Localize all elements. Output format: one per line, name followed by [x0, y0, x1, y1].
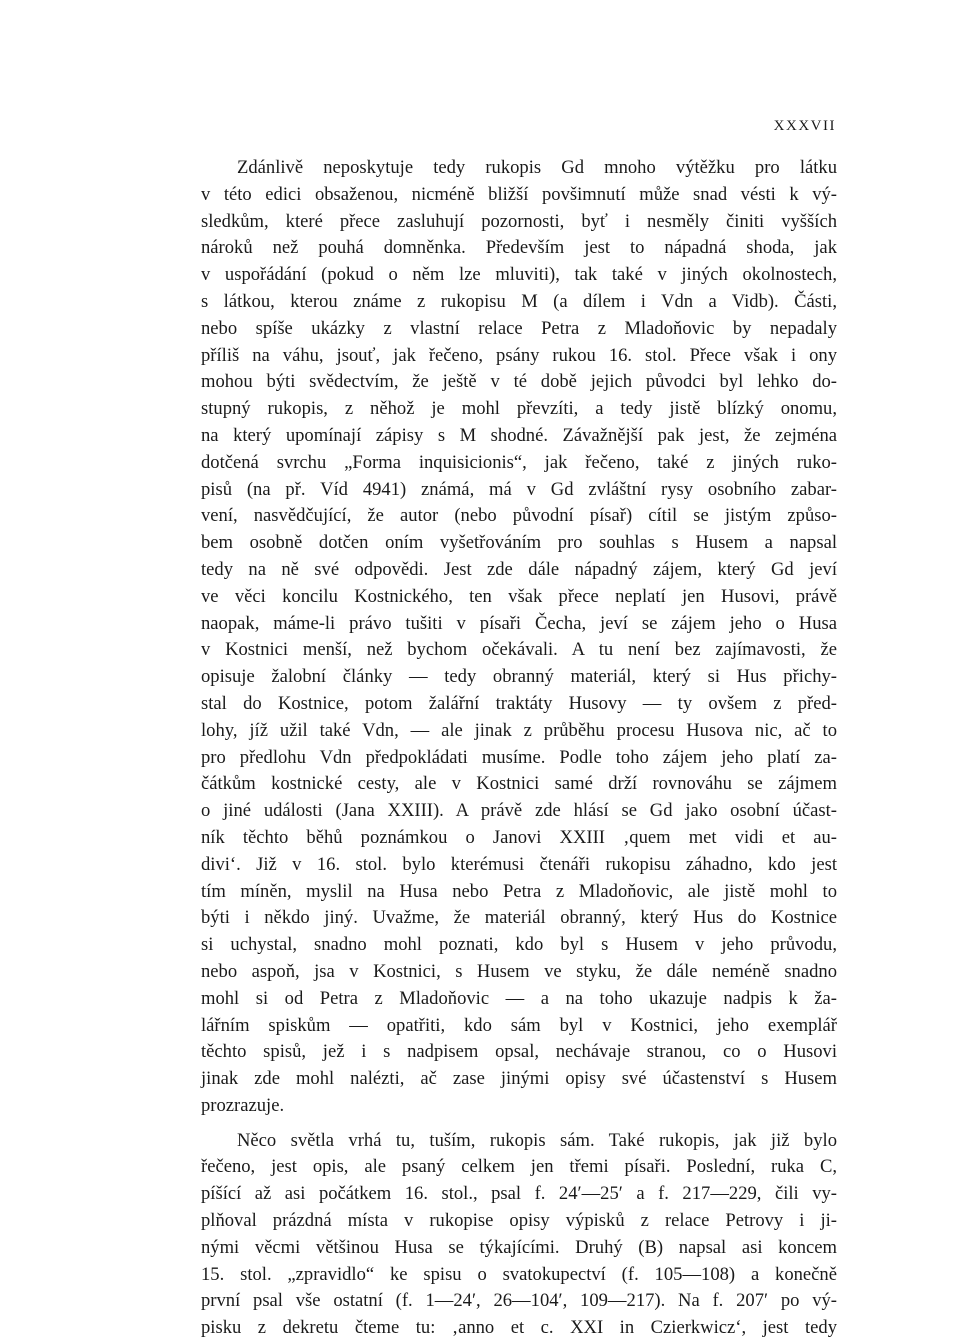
text-line: řečeno, jest opis, ale psaný celkem jen třemi písaři. Poslední, ruka C,	[201, 1156, 837, 1178]
text-line: čátkům kostnické cesty, ale v Kostnici samé drží rovnováhu se zájmem	[201, 773, 837, 795]
text-line: nároků než pouhá domněnka. Především jest to nápadná shoda, jak	[201, 237, 837, 259]
text-line: vení, nasvědčující, že autor (nebo původní písař) cítil se jistým způso-	[201, 505, 837, 527]
text-line: v Kostnici menší, než bychom očekávali. A tu není bez zajímavosti, že	[201, 639, 837, 661]
text-line: naopak, máme-li právo tušiti v písaři Čecha, jeví se zájem jeho o Husa	[201, 612, 837, 634]
text-line: pisku z dekretu čteme tu: ‚anno et c. XXI in Czierkwicz‘, jest tedy	[201, 1317, 837, 1339]
text-line: Něco světla vrhá tu, tuším, rukopis sám. Také rukopis, jak již bylo	[237, 1129, 837, 1151]
body-text	[201, 155, 837, 1342]
text-line: ve věci koncilu Kostnického, ten však přece neplatí jen Husovi, právě	[201, 585, 837, 607]
text-line: jinak zde mohl nalézti, ač zase jinými opisy své účastenství s Husem	[201, 1068, 837, 1090]
text-line: o jiné události (Jana XXIII). A právě zde hlásí se Gd jako osobní účast-	[201, 800, 837, 822]
page-number: XXXVII	[773, 118, 836, 134]
text-line: mohl si od Petra z Mladoňovic — a na toho ukazuje nadpis k ža-	[201, 987, 837, 1009]
text-line: divi‘. Již v 16. stol. bylo kterémusi čtenáři rukopisu záhadno, kdo jest	[201, 853, 837, 875]
text-line: prozrazuje.	[201, 1094, 285, 1116]
text-line: dotčená svrchu „Forma inquisicionis“, jak řečeno, také z jiných ruko-	[201, 451, 837, 473]
paragraph-gap	[201, 1120, 837, 1128]
text-line: těchto spisů, jež i s nadpisem opsal, nechávaje stranou, co o Husovi	[201, 1041, 837, 1063]
text-line: pisů (na př. Víd 4941) známá, má v Gd zvláštní rysy osobního zabar-	[201, 478, 837, 500]
text-line: nebo spíše ukázky z vlastní relace Petra z Mladoňovic by nepadaly	[201, 317, 837, 339]
text-line: příliš na váhu, jsouť, jak řečeno, psány rukou 16. stol. Přece však i ony	[201, 344, 837, 366]
text-line: nebo aspoň, jsa v Kostnici, s Husem ve styku, že dále neméně snadno	[201, 960, 837, 982]
text-line: nými věcmi většinou Husa se týkajícími. Druhý (B) napsal asi koncem	[201, 1236, 837, 1258]
text-line: plňoval prázdná místa v rukopise opisy výpisků z relace Petrovy i ji-	[201, 1210, 837, 1232]
paragraph-1	[201, 155, 837, 1120]
text-line: býti i někdo jiný. Uvažme, že materiál obranný, který Hus do Kostnice	[201, 907, 837, 929]
text-line: mohou býti svědectvím, že ještě v té době jejich původci byl lehko do-	[201, 371, 837, 393]
text-line: stal do Kostnice, potom žalářní traktáty Husovy — ty ovšem z před-	[201, 692, 837, 714]
text-line: první psal vše ostatní (f. 1—24′, 26—104′, 109—217). Na f. 207′ po vý-	[201, 1290, 837, 1312]
text-line: v uspořádání (pokud o něm lze mluviti), tak také v jiných okolnostech,	[201, 264, 837, 286]
text-line: pro předlohu Vdn předpokládati musíme. Podle toho zájem jeho platí za-	[201, 746, 837, 768]
text-line: stupný rukopis, z něhož je mohl převzíti, a tedy jistě blízký onomu,	[201, 398, 837, 420]
text-line: lohy, jíž užil také Vdn, — ale jinak z průběhu procesu Husova nic, ač to	[201, 719, 837, 741]
text-line: tím míněn, myslil na Husa nebo Petra z Mladoňovic, ale jistě mohl to	[201, 880, 837, 902]
text-line: na který upomínají zápisy s M shodné. Závažnější pak jest, že zejména	[201, 424, 837, 446]
text-line: s látkou, kterou známe z rukopisu M (a dílem i Vdn a Vidb). Části,	[201, 290, 837, 312]
text-line: si uchystal, snadno mohl poznati, kdo byl s Husem v jeho průvodu,	[201, 934, 837, 956]
text-line: ník těchto běhů poznámkou o Janovi XXIII ‚quem met vidi et au-	[201, 826, 837, 848]
paragraph-2	[201, 1128, 837, 1342]
text-line: Zdánlivě neposkytuje tedy rukopis Gd mnoho výtěžku pro látku	[237, 157, 837, 178]
text-line: tedy na ně své odpovědi. Jest zde dále nápadný zájem, který Gd jeví	[201, 558, 837, 580]
text-line: bem osobně dotčen oním vyšetřováním pro souhlas s Husem a napsal	[201, 532, 837, 554]
text-line: opisuje žalobní články — tedy obranný materiál, který si Hus přichy-	[201, 666, 837, 688]
text-line: v této edici obsaženou, nicméně bližší povšimnutí může snad vésti k vý-	[201, 183, 837, 205]
text-line: píšící až asi počátkem 16. stol., psal f. 24′—25′ a f. 217—229, čili vy-	[201, 1183, 837, 1205]
text-line: 15. stol. „zpravidlo“ ke spisu o svatokupectví (f. 105—108) a konečně	[201, 1263, 837, 1285]
text-line: lářním spiskům — opatřiti, kdo sám byl v Kostnici, jeho exemplář	[201, 1014, 837, 1036]
text-line: sledkům, které přece zasluhují pozornosti, byť i nesměly činiti vyšších	[201, 210, 837, 232]
